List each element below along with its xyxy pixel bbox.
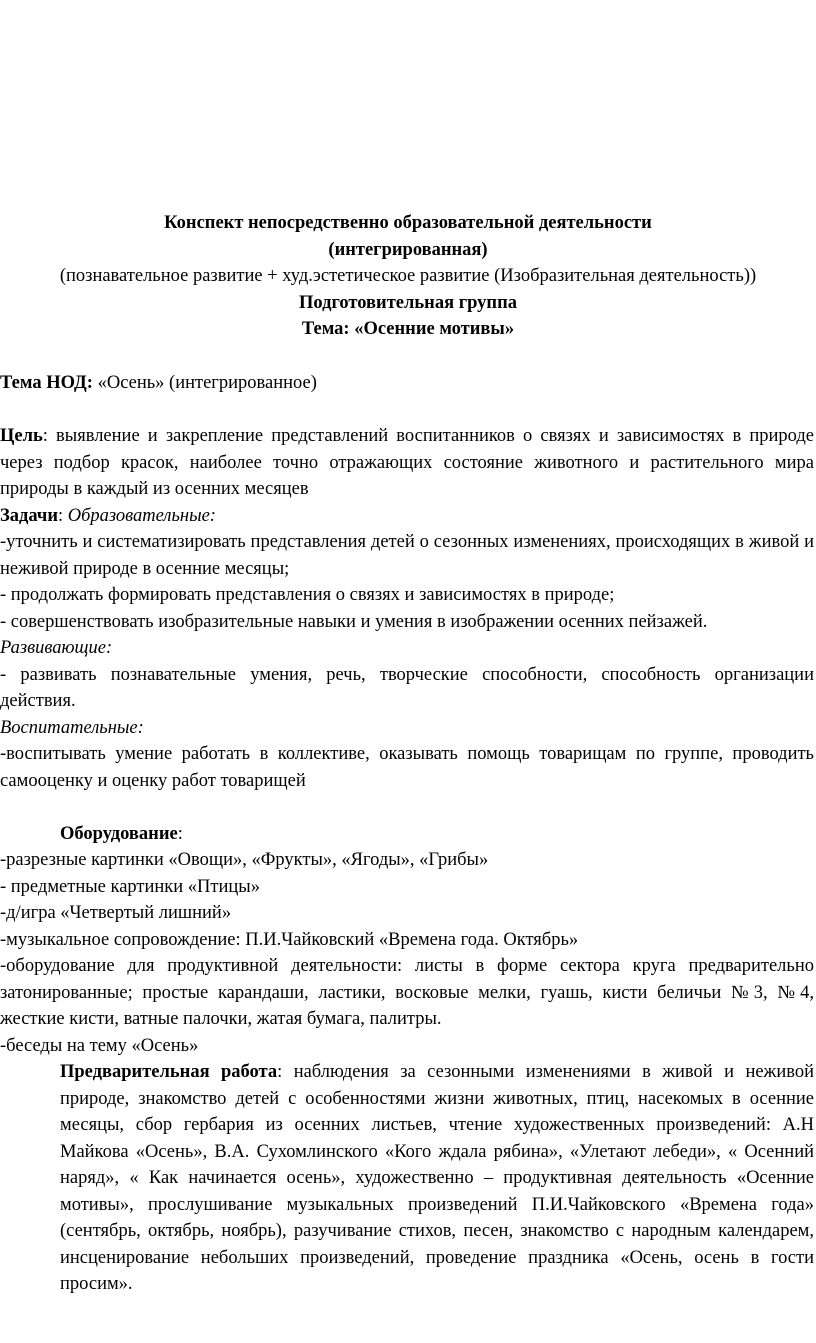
equipment-item: -оборудование для продуктивной деятельности: листы в форме сектора круга предварительно затонированные; простые карандаши, ластики, восковые мелки, гуашь, кисти беличьи №3, №4, жесткие кисти, ватные палочки, жатая бумага, палитры. — [0, 956, 814, 1029]
upbringing-heading: Воспитательные: — [0, 717, 144, 738]
educational-item: - продолжать формировать представления о связях и зависимостях в природе; — [0, 585, 615, 605]
lesson-theme: Тема: «Осенние мотивы» — [301, 319, 515, 339]
preliminary-text: : наблюдения за сезонными изменениями в живой и неживой природе, знакомство детей с особенностями жизни животных, птиц, насекомых в осенние месяцы, сбор гербария из осенних листьев, чтение художественных произведений: А.Н Майкова «Осень», В.А. Сухомлинского «Кого ждала рябина», «Улетают лебеди», « Осенний наряд», « Как начинается осень», художественно – продуктивная деятельность «Осенние мотивы», прослушивание музыкальных произведений П.И.Чайковского «Времена года» (сентябрь, октябрь, ноябрь), разучивание стихов, песен, знакомство с народным календарем, инсценирование небольших произведений, проведение праздника «Осень, осень в гости просим». — [60, 1062, 814, 1294]
equipment-colon: : — [177, 823, 183, 844]
developing-heading: Развивающие: — [0, 638, 113, 658]
equipment-label: Оборудование — [60, 823, 178, 844]
developing-item: - развивать познавательные умения, речь, творческие способности, способность организации действия. — [0, 664, 814, 711]
tasks-heading — [0, 503, 814, 530]
tasks-label: Задачи — [0, 505, 58, 526]
equipment-heading — [0, 821, 814, 848]
nod-topic-label: Тема НОД: — [0, 373, 93, 393]
tasks-colon: : — [57, 505, 68, 526]
upbringing-item: -воспитывать умение работать в коллективе, оказывать помощь товарищам по группе, проводить самооценку и оценку работ товарищей — [0, 744, 814, 791]
spacer — [0, 794, 814, 821]
educational-heading: Образовательные: — [67, 505, 216, 526]
equipment-item: - предметные картинки «Птицы» — [0, 876, 260, 897]
nod-topic-value: «Осень» (интегрированное) — [92, 373, 317, 393]
title-line-2: (интегрированная) — [328, 239, 488, 260]
preliminary-work — [0, 1059, 814, 1298]
preliminary-label: Предварительная работа — [60, 1062, 278, 1082]
group-name: Подготовительная группа — [299, 292, 517, 313]
equipment-item: -д/игра «Четвертый лишний» — [0, 903, 232, 923]
equipment-item: -беседы на тему «Осень» — [0, 1035, 199, 1056]
educational-item: -уточнить и систематизировать представления детей о сезонных изменениях, происходящих в живой и неживой природе в осенние месяцы; — [0, 532, 814, 579]
educational-item: - совершенствовать изобразительные навыки и умения в изображении осенних пейзажей. — [0, 611, 708, 632]
goal-paragraph — [0, 423, 814, 503]
subtitle: (познавательное развитие + худ.эстетическое развитие (Изобразительная деятельность)) — [59, 266, 757, 286]
title-line-1: Конспект непосредственно образовательной деятельности — [164, 213, 652, 233]
goal-label: Цель — [0, 426, 43, 446]
goal-text: : выявление и закрепление представлений воспитанников о связях и зависимостях в природе через подбор красок, наиболее точно отражающих состояние животного и растительного мира природы в каждый из осенних месяцев — [0, 426, 814, 499]
equipment-item: -музыкальное сопровождение: П.И.Чайковский «Времена года. Октябрь» — [0, 929, 579, 950]
nod-topic — [0, 370, 814, 397]
document-body — [0, 370, 814, 1298]
document-header — [0, 210, 816, 343]
equipment-item: -разрезные картинки «Овощи», «Фрукты», «Ягоды», «Грибы» — [0, 850, 489, 870]
spacer — [0, 397, 814, 424]
